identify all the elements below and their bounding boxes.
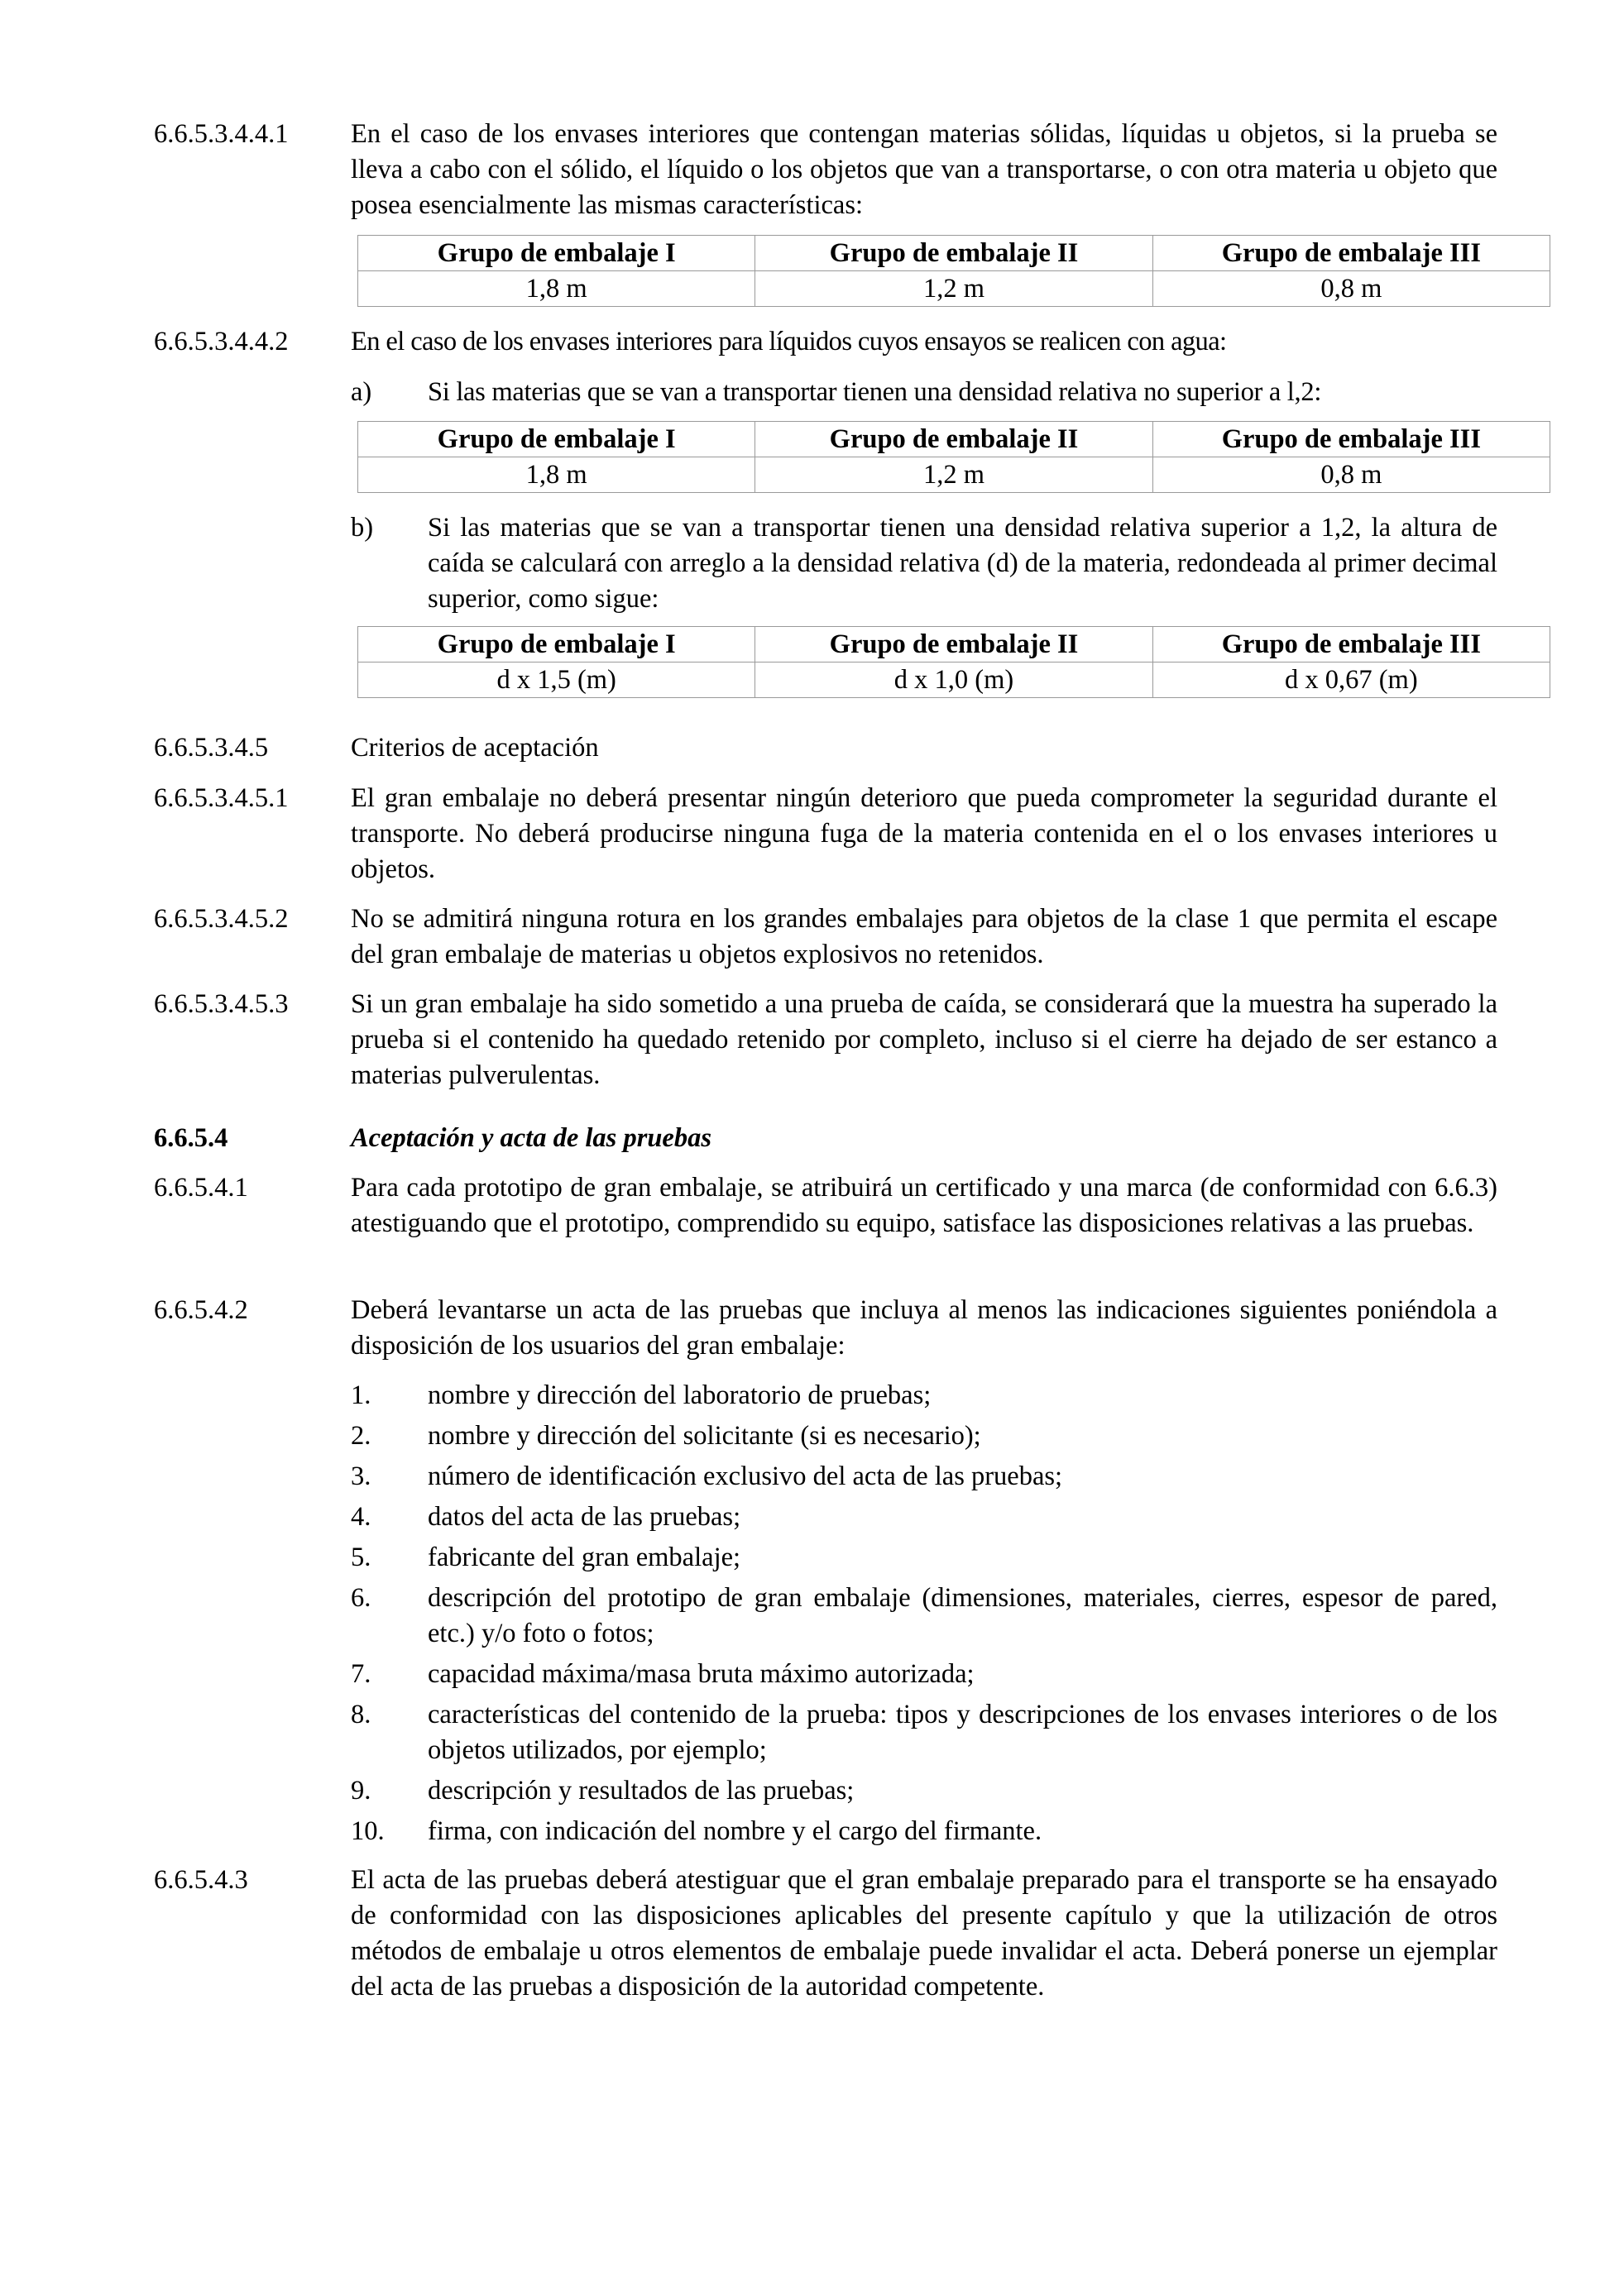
table-cell: d x 1,0 (m) [755,662,1152,698]
paragraph-number: 6.6.5.3.4.5 [154,733,269,763]
paragraph-text: El gran embalaje no deberá presentar ningún deterioro que pueda comprometer la seguridad durante el transporte. No deberá producirse ninguna fuga de la materia contenida en el o los envases interiores u objetos. [351,783,1497,884]
paragraph-text: En el caso de los envases interiores que contengan materias sólidas, líquidas u objetos, si la prueba se lleva a cabo con el sólido, el líquido o los objetos que van a transportarse, o con otra materia u objeto que posea esencialmente las mismas características: [351,119,1497,220]
table-header-row [358,627,1550,662]
list-item [351,1657,1497,1692]
table-header: Grupo de embalaje I [358,422,755,457]
paragraph-6-6-5-3-4-4-1 [154,117,1497,223]
paragraph-number: 6.6.5.3.4.5.2 [154,904,289,934]
paragraph-number: 6.6.5.4.1 [154,1173,248,1203]
drop-height-table-3 [357,626,1550,698]
list-item-text: firma, con indicación del nombre y el cargo del firmante. [428,1816,1042,1846]
list-item [351,1378,1497,1413]
paragraph-text: No se admitirá ninguna rotura en los grandes embalajes para objetos de la clase 1 que permita el escape del gran embalaje de materias u objetos explosivos no retenidos. [351,904,1497,969]
list-item-number: 3. [351,1461,371,1491]
list-item-number: 6. [351,1583,371,1613]
list-item-text: descripción del prototipo de gran embalaje (dimensiones, materiales, cierres, espesor de pared, etc.) y/o foto o fotos; [428,1583,1497,1648]
table-header-row [358,422,1550,457]
list-item-number: 7. [351,1659,371,1689]
paragraph-number: 6.6.5.3.4.5.1 [154,783,289,813]
table-cell: 0,8 m [1152,271,1550,307]
list-item-number: 8. [351,1700,371,1729]
list-item [351,1581,1497,1652]
paragraph-text: Si un gran embalaje ha sido sometido a una prueba de caída, se considerará que la muestra ha superado la prueba si el contenido ha quedado retenido por completo, incluso si el cierre ha dejado de ser estanco a materias pulverulentas. [351,989,1497,1090]
paragraph-6-6-5-3-4-5-1 [154,781,1497,887]
paragraph-number: 6.6.5.3.4.4.2 [154,327,289,356]
list-item [351,1500,1497,1535]
list-item-text: fabricante del gran embalaje; [428,1543,741,1572]
list-item [351,1773,1497,1809]
paragraph-text: El acta de las pruebas deberá atestiguar que el gran embalaje preparado para el transporte se ha ensayado de conformidad con las disposiciones aplicables del presente capítulo y que la utilización de otros métodos de embalaje u otros elementos de embalaje puede invalidar el acta. Deberá ponerse un ejemplar del acta de las pruebas a disposición de la autoridad competente. [351,1865,1497,2002]
list-item-number: 1. [351,1380,371,1410]
list-item [351,1697,1497,1768]
table-cell: 1,8 m [358,271,755,307]
sub-item-b [351,510,1497,617]
list-item-number: 4. [351,1502,371,1532]
paragraph-number: 6.6.5.3.4.5.3 [154,989,289,1019]
table-cell: 1,2 m [755,457,1152,493]
table-header: Grupo de embalaje II [755,627,1152,662]
list-item-text: nombre y dirección del laboratorio de pruebas; [428,1380,932,1410]
table-header: Grupo de embalaje I [358,627,755,662]
paragraph-6-6-5-3-4-5 [154,730,1497,766]
list-item-number: 9. [351,1776,371,1806]
paragraph-6-6-5-3-4-4-2 [154,324,1497,360]
paragraph-6-6-5-4-3 [154,1863,1497,2005]
list-item [351,1540,1497,1576]
section-number: 6.6.5.4 [154,1123,228,1153]
paragraph-number: 6.6.5.4.2 [154,1295,248,1325]
table-cell: d x 0,67 (m) [1152,662,1550,698]
paragraph-text: Deberá levantarse un acta de las pruebas que incluya al menos las indicaciones siguientes poniéndola a disposición de los usuarios del gran embalaje: [351,1295,1497,1361]
paragraph-number: 6.6.5.3.4.4.1 [154,119,289,149]
table-header: Grupo de embalaje III [1152,627,1550,662]
list-item-number: 2. [351,1421,371,1451]
table-row [358,662,1550,698]
paragraph-heading: Criterios de aceptación [351,733,599,763]
table-header-row [358,236,1550,271]
sub-item-label: b) [351,513,374,543]
table-row [358,457,1550,493]
table-header: Grupo de embalaje I [358,236,755,271]
list-item-text: características del contenido de la prueba: tipos y descripciones de los envases interiores o de los objetos utilizados, por ejemplo; [428,1700,1497,1765]
list-item-number: 5. [351,1543,371,1572]
sub-item-text: Si las materias que se van a transportar tienen una densidad relativa superior a 1,2, la altura de caída se calculará con arreglo a la densidad relativa (d) de la materia, redondeada al primer decimal superior, como sigue: [428,513,1497,614]
drop-height-table-2 [357,421,1550,493]
list-item-text: capacidad máxima/masa bruta máximo autorizada; [428,1659,975,1689]
table-header: Grupo de embalaje II [755,236,1152,271]
paragraph-6-6-5-4-1 [154,1170,1497,1241]
table-header: Grupo de embalaje III [1152,236,1550,271]
list-item-number: 10. [351,1816,385,1846]
list-item-text: descripción y resultados de las pruebas; [428,1776,855,1806]
sub-item-label: a) [351,377,372,407]
table-cell: 0,8 m [1152,457,1550,493]
paragraph-text: Para cada prototipo de gran embalaje, se atribuirá un certificado y una marca (de conformidad con 6.6.3) atestiguando que el prototipo, comprendido su equipo, satisface las disposiciones relativas a las pruebas. [351,1173,1497,1238]
section-heading-6-6-5-4 [154,1121,1497,1156]
sub-item-text: Si las materias que se van a transportar tienen una densidad relativa no superior a l,2: [428,377,1322,407]
paragraph-6-6-5-3-4-5-3 [154,987,1497,1093]
table-header: Grupo de embalaje II [755,422,1152,457]
paragraph-6-6-5-4-2 [154,1293,1497,1364]
list-item [351,1814,1497,1849]
table-cell: d x 1,5 (m) [358,662,755,698]
paragraph-6-6-5-3-4-5-2 [154,902,1497,973]
section-title: Aceptación y acta de las pruebas [351,1123,711,1153]
list-item-text: datos del acta de las pruebas; [428,1502,741,1532]
list-item-text: nombre y dirección del solicitante (si es necesario); [428,1421,981,1451]
list-item [351,1459,1497,1495]
drop-height-table-1 [357,235,1550,307]
paragraph-text: En el caso de los envases interiores para líquidos cuyos ensayos se realicen con agua: [351,327,1227,356]
table-row [358,271,1550,307]
list-item [351,1418,1497,1454]
table-cell: 1,2 m [755,271,1152,307]
list-item-text: número de identificación exclusivo del acta de las pruebas; [428,1461,1063,1491]
paragraph-number: 6.6.5.4.3 [154,1865,248,1895]
sub-item-a [351,375,1497,410]
table-cell: 1,8 m [358,457,755,493]
table-header: Grupo de embalaje III [1152,422,1550,457]
